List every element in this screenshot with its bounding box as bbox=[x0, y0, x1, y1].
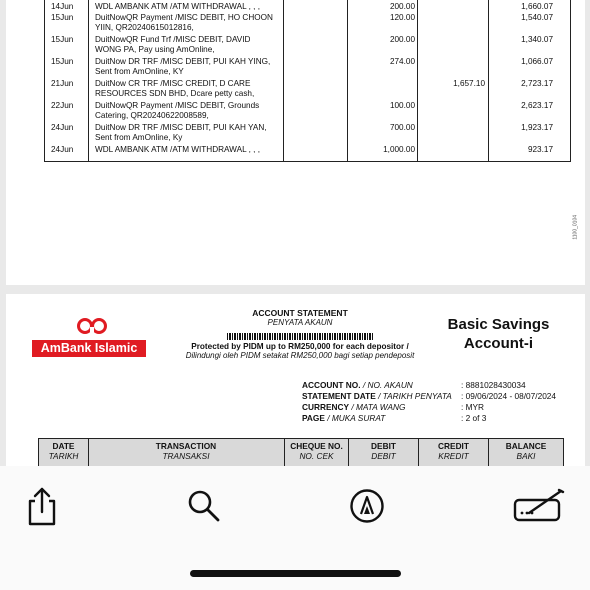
row-description: WDL AMBANK ATM /ATM WITHDRAWAL , , , bbox=[95, 145, 260, 154]
column-divider bbox=[488, 0, 489, 161]
page-value: : 2 of 3 bbox=[461, 413, 487, 423]
search-button[interactable] bbox=[182, 484, 226, 528]
column-divider bbox=[417, 0, 418, 161]
signature-button[interactable] bbox=[512, 484, 566, 528]
transactions-table-header bbox=[38, 438, 564, 466]
row-date: 24Jun bbox=[51, 145, 74, 154]
row-debit: 200.00 bbox=[389, 2, 415, 11]
row-debit: 200.00 bbox=[389, 35, 415, 44]
row-balance: 2,623.17 bbox=[521, 101, 553, 110]
column-divider bbox=[88, 0, 89, 161]
pidm-notice-malay: Dilindungi oleh PIDM setakat RM250,000 bagi setiap pendeposit bbox=[185, 351, 415, 360]
account-number-label: ACCOUNT NO. / NO. AKAUN bbox=[302, 380, 413, 390]
row-description: DuitNowQR Fund Trf /MISC DEBIT, DAVID WONG PA, Pay using AmOnline, bbox=[95, 35, 251, 54]
row-description: DuitNowQR Payment /MISC DEBIT, Grounds Catering, QR20240622008589, bbox=[95, 101, 260, 120]
product-name bbox=[426, 315, 571, 353]
row-debit: 120.00 bbox=[389, 13, 415, 22]
pidm-notice: Protected by PIDM up to RM250,000 for each depositor / bbox=[191, 342, 409, 351]
row-debit: 100.00 bbox=[389, 101, 415, 110]
page-label: PAGE / MUKA SURAT bbox=[302, 413, 386, 423]
row-date: 24Jun bbox=[51, 123, 74, 132]
barcode bbox=[227, 333, 373, 340]
header-balance: BALANCE BAKI bbox=[505, 441, 547, 461]
header-date: DATE TARIKH bbox=[48, 441, 79, 461]
row-date: 15Jun bbox=[51, 13, 74, 22]
row-description: WDL AMBANK ATM /ATM WITHDRAWAL , , , bbox=[95, 2, 260, 11]
statement-title: ACCOUNT STATEMENT bbox=[252, 308, 348, 318]
product-name-line2: Account-i bbox=[463, 335, 534, 352]
statement-page-1 bbox=[6, 0, 585, 285]
product-name-line1: Basic Savings bbox=[447, 316, 550, 333]
statement-heading bbox=[166, 308, 434, 360]
row-balance: 923.17 bbox=[527, 145, 553, 154]
row-date: 21Jun bbox=[51, 79, 74, 88]
row-description: DuitNow DR TRF /MISC DEBIT, PUI KAH YAN, Sent from AmOnline, Ky bbox=[95, 123, 267, 142]
home-indicator[interactable] bbox=[190, 570, 401, 577]
row-balance: 1,923.17 bbox=[521, 123, 553, 132]
row-description: DuitNowQR Payment /MISC DEBIT, HO CHOON YIIN, QR20240615012816, bbox=[95, 13, 273, 32]
statement-title-malay: PENYATA AKAUN bbox=[267, 318, 333, 327]
statement-page-2 bbox=[6, 294, 585, 466]
row-balance: 2,723.17 bbox=[521, 79, 553, 88]
row-debit: 1,000.00 bbox=[383, 145, 415, 154]
column-divider bbox=[347, 0, 348, 161]
row-description: DuitNow DR TRF /MISC DEBIT, PUI KAH YING, Sent from AmOnline, KY bbox=[95, 57, 271, 76]
row-date: 15Jun bbox=[51, 57, 74, 66]
row-debit: 274.00 bbox=[389, 57, 415, 66]
transactions-table bbox=[44, 0, 571, 162]
row-date: 15Jun bbox=[51, 35, 74, 44]
share-icon bbox=[26, 486, 58, 526]
account-number-value: : 8881028430034 bbox=[461, 380, 526, 390]
share-button[interactable] bbox=[20, 484, 64, 528]
header-transaction: TRANSACTION TRANSAKSI bbox=[155, 441, 217, 461]
row-description: DuitNow CR TRF /MISC CREDIT, D CARE RESOURCES SDN BHD, Dcare petty cash, bbox=[95, 79, 255, 98]
markup-button[interactable] bbox=[345, 484, 389, 528]
currency-value: : MYR bbox=[461, 402, 485, 412]
row-balance: 1,540.07 bbox=[521, 13, 553, 22]
statement-date-value: : 09/06/2024 - 08/07/2024 bbox=[461, 391, 557, 401]
header-cheque-no: CHEQUE NO. NO. CEK bbox=[290, 441, 343, 461]
signature-icon bbox=[513, 488, 565, 524]
statement-date-label: STATEMENT DATE / TARIKH PENYATA bbox=[302, 391, 452, 401]
row-debit: 700.00 bbox=[389, 123, 415, 132]
row-credit: 1,657.10 bbox=[453, 79, 485, 88]
page-stamp: 1100_0104 bbox=[573, 215, 579, 240]
bottom-toolbar bbox=[0, 466, 590, 590]
header-credit: CREDIT KREDIT bbox=[438, 441, 469, 461]
row-balance: 1,340.07 bbox=[521, 35, 553, 44]
search-icon bbox=[186, 488, 222, 524]
ambank-logo-icon bbox=[77, 318, 107, 334]
row-balance: 1,066.07 bbox=[521, 57, 553, 66]
row-balance: 1,660.07 bbox=[521, 2, 553, 11]
currency-label: CURRENCY / MATA WANG bbox=[302, 402, 406, 412]
row-date: 14Jun bbox=[51, 2, 74, 11]
header-debit: DEBIT DEBIT bbox=[371, 441, 396, 461]
markup-icon bbox=[349, 488, 385, 524]
column-divider bbox=[283, 0, 284, 161]
logo-text: AmBank Islamic bbox=[32, 340, 146, 357]
row-date: 22Jun bbox=[51, 101, 74, 110]
